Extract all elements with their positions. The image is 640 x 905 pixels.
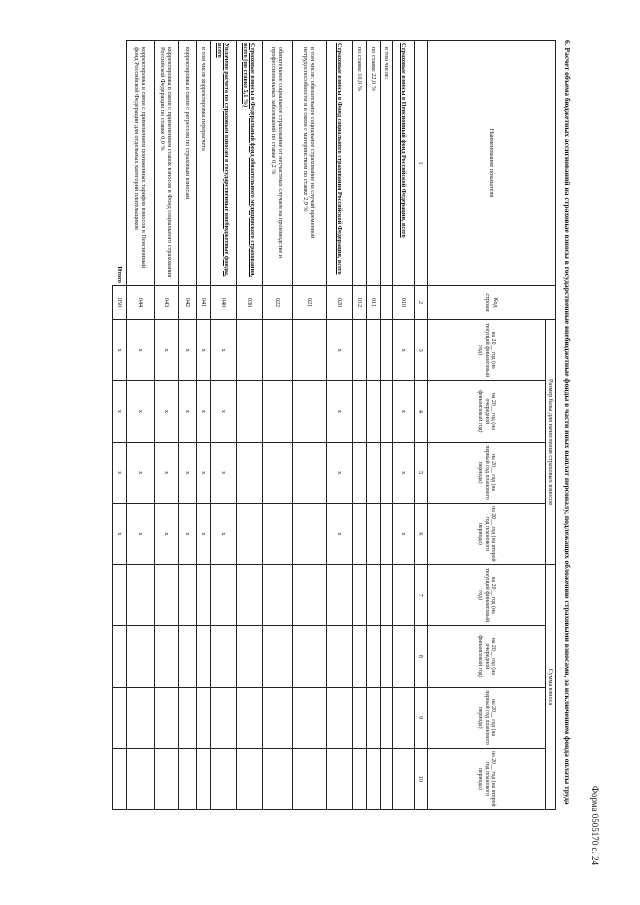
- value-cell: x: [178, 442, 196, 503]
- table-row: [154, 41, 178, 810]
- value-cell: x: [210, 503, 236, 564]
- table-row: [262, 41, 292, 810]
- value-cell: [292, 748, 326, 809]
- value-cell: [236, 503, 262, 564]
- row-name: Страховые взносы в Фонд социального страхования Российской Федерации, всего: [326, 41, 352, 286]
- value-cell: x: [210, 381, 236, 442]
- header-period: на 20__ год (на первый год планового периода): [427, 442, 545, 503]
- value-cell: [380, 687, 392, 748]
- row-name: корректировка в связи с регрессом по страховым взносам: [178, 41, 196, 286]
- header-period: на 20__ год (на второй год планового периода): [427, 503, 545, 564]
- value-cell: [392, 748, 414, 809]
- header-period: на 20__ год (на очередной финансовый год): [427, 381, 545, 442]
- value-cell: [178, 748, 196, 809]
- value-cell: [380, 503, 392, 564]
- value-cell: [380, 748, 392, 809]
- column-number: 7: [414, 565, 427, 626]
- value-cell: [210, 748, 236, 809]
- value-cell: x: [326, 381, 352, 442]
- value-cell: x: [178, 320, 196, 381]
- value-cell: x: [126, 442, 154, 503]
- total-code: 050: [112, 286, 126, 320]
- value-cell: [210, 565, 236, 626]
- row-code: 021: [292, 286, 326, 320]
- value-cell: x: [326, 320, 352, 381]
- value-cell: [292, 565, 326, 626]
- value-cell: [154, 687, 178, 748]
- column-number: 10: [414, 748, 427, 809]
- table-row: [126, 41, 154, 810]
- header-name: Наименование показателя: [427, 41, 555, 286]
- value-cell: [352, 503, 366, 564]
- table-row: [292, 41, 326, 810]
- value-cell: [236, 320, 262, 381]
- row-code: 030: [236, 286, 262, 320]
- row-name: Уплачено расчета по страховым взносам в государственные внебюджетные фонды, всего: [210, 41, 236, 286]
- value-cell: [178, 565, 196, 626]
- value-cell: [262, 748, 292, 809]
- value-cell: [366, 565, 380, 626]
- value-cell: x: [326, 442, 352, 503]
- value-cell: [366, 503, 380, 564]
- header-period: на 20__ год (на первый год планового периода): [427, 687, 545, 748]
- value-cell: x: [326, 503, 352, 564]
- value-cell: [262, 687, 292, 748]
- table-row: [196, 41, 210, 810]
- value-cell: [292, 626, 326, 687]
- value-cell: [352, 626, 366, 687]
- total-value-cell: x: [112, 320, 126, 381]
- total-row: [112, 41, 126, 810]
- section-title: 6. Расчет объема бюджетных ассигнований на страховые взносы в государственные внебюджетные фонды в части иных выплат персоналу, подлежащих обложению страховыми взносами, за исключением фонда оплаты труда: [563, 40, 572, 805]
- value-cell: [352, 687, 366, 748]
- value-cell: [326, 687, 352, 748]
- value-cell: [126, 626, 154, 687]
- value-cell: [292, 442, 326, 503]
- value-cell: [262, 442, 292, 503]
- total-value-cell: [112, 626, 126, 687]
- value-cell: [262, 565, 292, 626]
- total-value-cell: [112, 565, 126, 626]
- row-code: 011: [366, 286, 380, 320]
- header-group-base: Размер базы для начисления страховых взносов: [545, 320, 555, 565]
- row-code: 012: [352, 286, 366, 320]
- value-cell: [236, 442, 262, 503]
- table-row: [380, 41, 392, 810]
- value-cell: [262, 626, 292, 687]
- header-code: Код строки: [427, 286, 555, 320]
- value-cell: [366, 320, 380, 381]
- value-cell: x: [154, 442, 178, 503]
- header-group-sum: Сумма взноса: [545, 565, 555, 810]
- value-cell: [352, 748, 366, 809]
- value-cell: x: [178, 381, 196, 442]
- value-cell: [292, 320, 326, 381]
- row-code: 042: [178, 286, 196, 320]
- value-cell: [292, 503, 326, 564]
- value-cell: x: [196, 381, 210, 442]
- value-cell: x: [210, 442, 236, 503]
- value-cell: [210, 626, 236, 687]
- header-period: на 20__ год (на текущий финансовый год): [427, 565, 545, 626]
- value-cell: x: [126, 381, 154, 442]
- column-number: 4: [414, 381, 427, 442]
- value-cell: [236, 626, 262, 687]
- column-number: 1: [414, 41, 427, 286]
- table-row: [178, 41, 196, 810]
- value-cell: [292, 381, 326, 442]
- value-cell: x: [126, 503, 154, 564]
- table-row: [352, 41, 366, 810]
- value-cell: [326, 565, 352, 626]
- column-number: 9: [414, 687, 427, 748]
- value-cell: [196, 687, 210, 748]
- total-value-cell: [112, 687, 126, 748]
- value-cell: [326, 748, 352, 809]
- header-period: на 20__ год (на второй год планового периода): [427, 748, 545, 809]
- value-cell: [262, 320, 292, 381]
- value-cell: [352, 320, 366, 381]
- value-cell: x: [196, 320, 210, 381]
- row-name: Страховые взносы в Пенсионный фонд Российской Федерации, всего: [392, 41, 414, 286]
- row-name: обязательное социальное страхование от несчастных случаев на производстве и профессиональных заболеваний по ставке 0,2 %: [262, 41, 292, 286]
- value-cell: [392, 626, 414, 687]
- rotated-form: [40, 40, 600, 865]
- header-period: на 20__ год (на очередной финансовый год): [427, 626, 545, 687]
- value-cell: [262, 503, 292, 564]
- value-cell: x: [196, 503, 210, 564]
- header-period: на 20__ год (на текущий финансовый год): [427, 320, 545, 381]
- value-cell: [392, 687, 414, 748]
- row-name: Страховые взносы в Федеральный фонд обязательного медицинского страхования, всего (по ставке 5,1 %): [236, 41, 262, 286]
- total-value-cell: x: [112, 503, 126, 564]
- value-cell: x: [154, 320, 178, 381]
- contributions-table: [112, 40, 556, 810]
- row-name: по ставке 10,0 %: [352, 41, 366, 286]
- column-number: 3: [414, 320, 427, 381]
- row-code: 043: [154, 286, 178, 320]
- row-code: 022: [262, 286, 292, 320]
- value-cell: [380, 565, 392, 626]
- value-cell: x: [154, 503, 178, 564]
- row-name: в том числе корректировка перерасчета: [196, 41, 210, 286]
- column-number: 5: [414, 442, 427, 503]
- value-cell: x: [392, 381, 414, 442]
- column-number: 2: [414, 286, 427, 320]
- value-cell: x: [126, 320, 154, 381]
- value-cell: [236, 748, 262, 809]
- table-row: [366, 41, 380, 810]
- value-cell: [236, 381, 262, 442]
- value-cell: [178, 687, 196, 748]
- total-value-cell: [112, 748, 126, 809]
- value-cell: [154, 626, 178, 687]
- value-cell: [126, 748, 154, 809]
- value-cell: x: [392, 442, 414, 503]
- value-cell: [366, 381, 380, 442]
- value-cell: [352, 565, 366, 626]
- value-cell: [178, 626, 196, 687]
- value-cell: [380, 381, 392, 442]
- value-cell: [292, 687, 326, 748]
- value-cell: [236, 565, 262, 626]
- row-code: 020: [326, 286, 352, 320]
- value-cell: [262, 381, 292, 442]
- form-number: Форма 0505170 с. 24: [590, 785, 600, 865]
- value-cell: [210, 687, 236, 748]
- value-cell: x: [392, 320, 414, 381]
- value-cell: [366, 442, 380, 503]
- row-name: в том числе: обязательное социальное страхование на случай временной нетрудоспособности и в связи с материнством по ставке 2,9 %: [292, 41, 326, 286]
- value-cell: [380, 442, 392, 503]
- table-row: [236, 41, 262, 810]
- row-name: в том числе:: [380, 41, 392, 286]
- value-cell: [366, 626, 380, 687]
- row-name: по ставке 22,0 %: [366, 41, 380, 286]
- value-cell: x: [154, 381, 178, 442]
- value-cell: [352, 442, 366, 503]
- table-row: [326, 41, 352, 810]
- value-cell: [236, 687, 262, 748]
- total-label: Итого: [115, 266, 123, 283]
- value-cell: [380, 626, 392, 687]
- row-code: 040: [210, 286, 236, 320]
- column-number: 6: [414, 503, 427, 564]
- value-cell: x: [178, 503, 196, 564]
- value-cell: [352, 381, 366, 442]
- row-code: 010: [392, 286, 414, 320]
- value-cell: [366, 687, 380, 748]
- value-cell: [326, 626, 352, 687]
- row-code: 041: [196, 286, 210, 320]
- table-row: [210, 41, 236, 810]
- value-cell: [366, 748, 380, 809]
- column-number: 8: [414, 626, 427, 687]
- total-value-cell: x: [112, 381, 126, 442]
- value-cell: [196, 626, 210, 687]
- value-cell: [126, 687, 154, 748]
- value-cell: x: [196, 442, 210, 503]
- value-cell: [196, 748, 210, 809]
- value-cell: x: [392, 503, 414, 564]
- row-name: корректировка в связи с применением ставок взносов в Фонд социального страхования Российской Федерации по ставке 0,0 %: [154, 41, 178, 286]
- value-cell: [154, 748, 178, 809]
- value-cell: [196, 565, 210, 626]
- row-name: корректировка в связи с применением пониженных тарифов взносов в Пенсионный фонд Российской Федерации для отдельных категорий плательщиков: [126, 41, 154, 286]
- value-cell: x: [210, 320, 236, 381]
- value-cell: [380, 320, 392, 381]
- total-value-cell: x: [112, 442, 126, 503]
- table-row: [392, 41, 414, 810]
- row-code: 044: [126, 286, 154, 320]
- value-cell: [154, 565, 178, 626]
- value-cell: [392, 565, 414, 626]
- row-code: [380, 286, 392, 320]
- value-cell: [126, 565, 154, 626]
